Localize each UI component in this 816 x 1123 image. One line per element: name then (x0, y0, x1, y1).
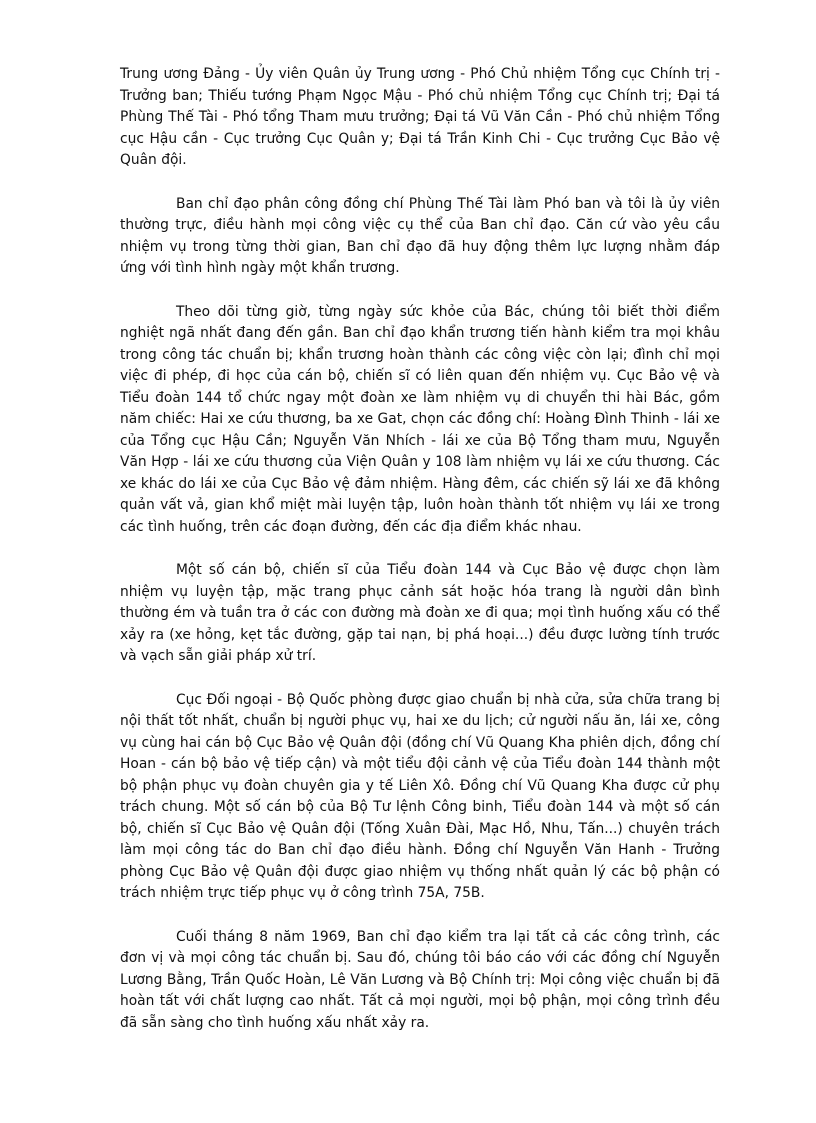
paragraph-3: Theo dõi từng giờ, từng ngày sức khỏe của Bác, chúng tôi biết thời điểm nghiệt ngã nhất đang đến gần. Ban chỉ đạo khẩn trương tiến hành kiểm tra mọi khâu trong công tác chuẩn bị; khẩn trương hoàn thành các công việc còn lại; đình chỉ mọi việc đi phép, đi học của cán bộ, chiến sĩ có liên quan đến nhiệm vụ. Cục Bảo vệ và Tiểu đoàn 144 tổ chức ngay một đoàn xe làm nhiệm vụ di chuyển thi hài Bác, gồm năm chiếc: Hai xe cứu thương, ba xe Gat, chọn các đồng chí: Hoàng Đình Thinh - lái xe của Tổng cục Hậu Cần; Nguyễn Văn Nhích - lái xe của Bộ Tổng tham mưu, Nguyễn Văn Hợp - lái xe cứu thương của Viện Quân y 108 làm nhiệm vụ lái xe cứu thương. Các xe khác do lái xe của Cục Bảo vệ đảm nhiệm. Hàng đêm, các chiến sỹ lái xe đã không quản vất vả, gian khổ miệt mài luyện tập, luôn hoàn thành tốt nhiệm vụ lái xe trong các tình huống, trên các đoạn đường, đến các địa điểm khác nhau. (120, 303, 720, 535)
paragraph-2: Ban chỉ đạo phân công đồng chí Phùng Thế Tài làm Phó ban và tôi là ủy viên thường trực, điều hành mọi công việc cụ thể của Ban chỉ đạo. Căn cứ vào yêu cầu nhiệm vụ trong từng thời gian, Ban chỉ đạo đã huy động thêm lực lượng nhằm đáp ứng với tình hình ngày một khẩn trương. (120, 195, 720, 276)
paragraph-6: Cuối tháng 8 năm 1969, Ban chỉ đạo kiểm tra lại tất cả các công trình, các đơn vị và mọi công tác chuẩn bị. Sau đó, chúng tôi báo cáo với các đồng chí Nguyễn Lương Bằng, Trần Quốc Hoàn, Lê Văn Lương và Bộ Chính trị: Mọi công việc chuẩn bị đã hoàn tất với chất lượng cao nhất. Tất cả mọi người, mọi bộ phận, mọi công trình đều đã sẵn sàng cho tình huống xấu nhất xảy ra. (120, 928, 720, 1031)
paragraph-5: Cục Đối ngoại - Bộ Quốc phòng được giao chuẩn bị nhà cửa, sửa chữa trang bị nội thất tốt nhất, chuẩn bị người phục vụ, hai xe du lịch; cử người nấu ăn, lái xe, công vụ cùng hai cán bộ Cục Bảo vệ Quân đội (đồng chí Vũ Quang Kha phiên dịch, đồng chí Hoan - cán bộ bảo vệ tiếp cận) và một tiểu đội cảnh vệ của Tiểu đoàn 144 thành một bộ phận phục vụ đoàn chuyên gia y tế Liên Xô. Đồng chí Vũ Quang Kha được cử phụ trách chung. Một số cán bộ của Bộ Tư lệnh Công binh, Tiểu đoàn 144 và một số cán bộ, chiến sĩ Cục Bảo vệ Quân đội (Tống Xuân Đài, Mạc Hồ, Nhu, Tấn...) chuyên trách làm mọi công tác do Ban chỉ đạo điều hành. Đồng chí Nguyễn Văn Hanh - Trưởng phòng Cục Bảo vệ Quân đội được giao nhiệm vụ thống nhất quản lý các bộ phận có trách nhiệm trực tiếp phục vụ ở công trình 75A, 75B. (120, 691, 720, 901)
paragraph-1: Trung ương Đảng - Ủy viên Quân ủy Trung ương - Phó Chủ nhiệm Tổng cục Chính trị - Trưởng ban; Thiếu tướng Phạm Ngọc Mậu - Phó chủ nhiệm Tổng cục Chính trị; Đại tá Phùng Thế Tài - Phó tổng Tham mưu trưởng; Đại tá Vũ Văn Cần - Phó chủ nhiệm Tổng cục Hậu cần - Cục trưởng Cục Quân y; Đại tá Trần Kinh Chi - Cục trưởng Cục Bảo vệ Quân đội. (120, 66, 720, 168)
paragraph-4: Một số cán bộ, chiến sĩ của Tiểu đoàn 144 và Cục Bảo vệ được chọn làm nhiệm vụ luyện tập, mặc trang phục cảnh sát hoặc hóa trang là người dân bình thường ém và tuần tra ở các con đường mà đoàn xe đi qua; mọi tình huống xấu có thể xảy ra (xe hỏng, kẹt tắc đường, gặp tai nạn, bị phá hoại...) đều được lường tính trước và vạch sẵn giải pháp xử trí. (120, 562, 720, 664)
document-page (120, 64, 720, 1056)
